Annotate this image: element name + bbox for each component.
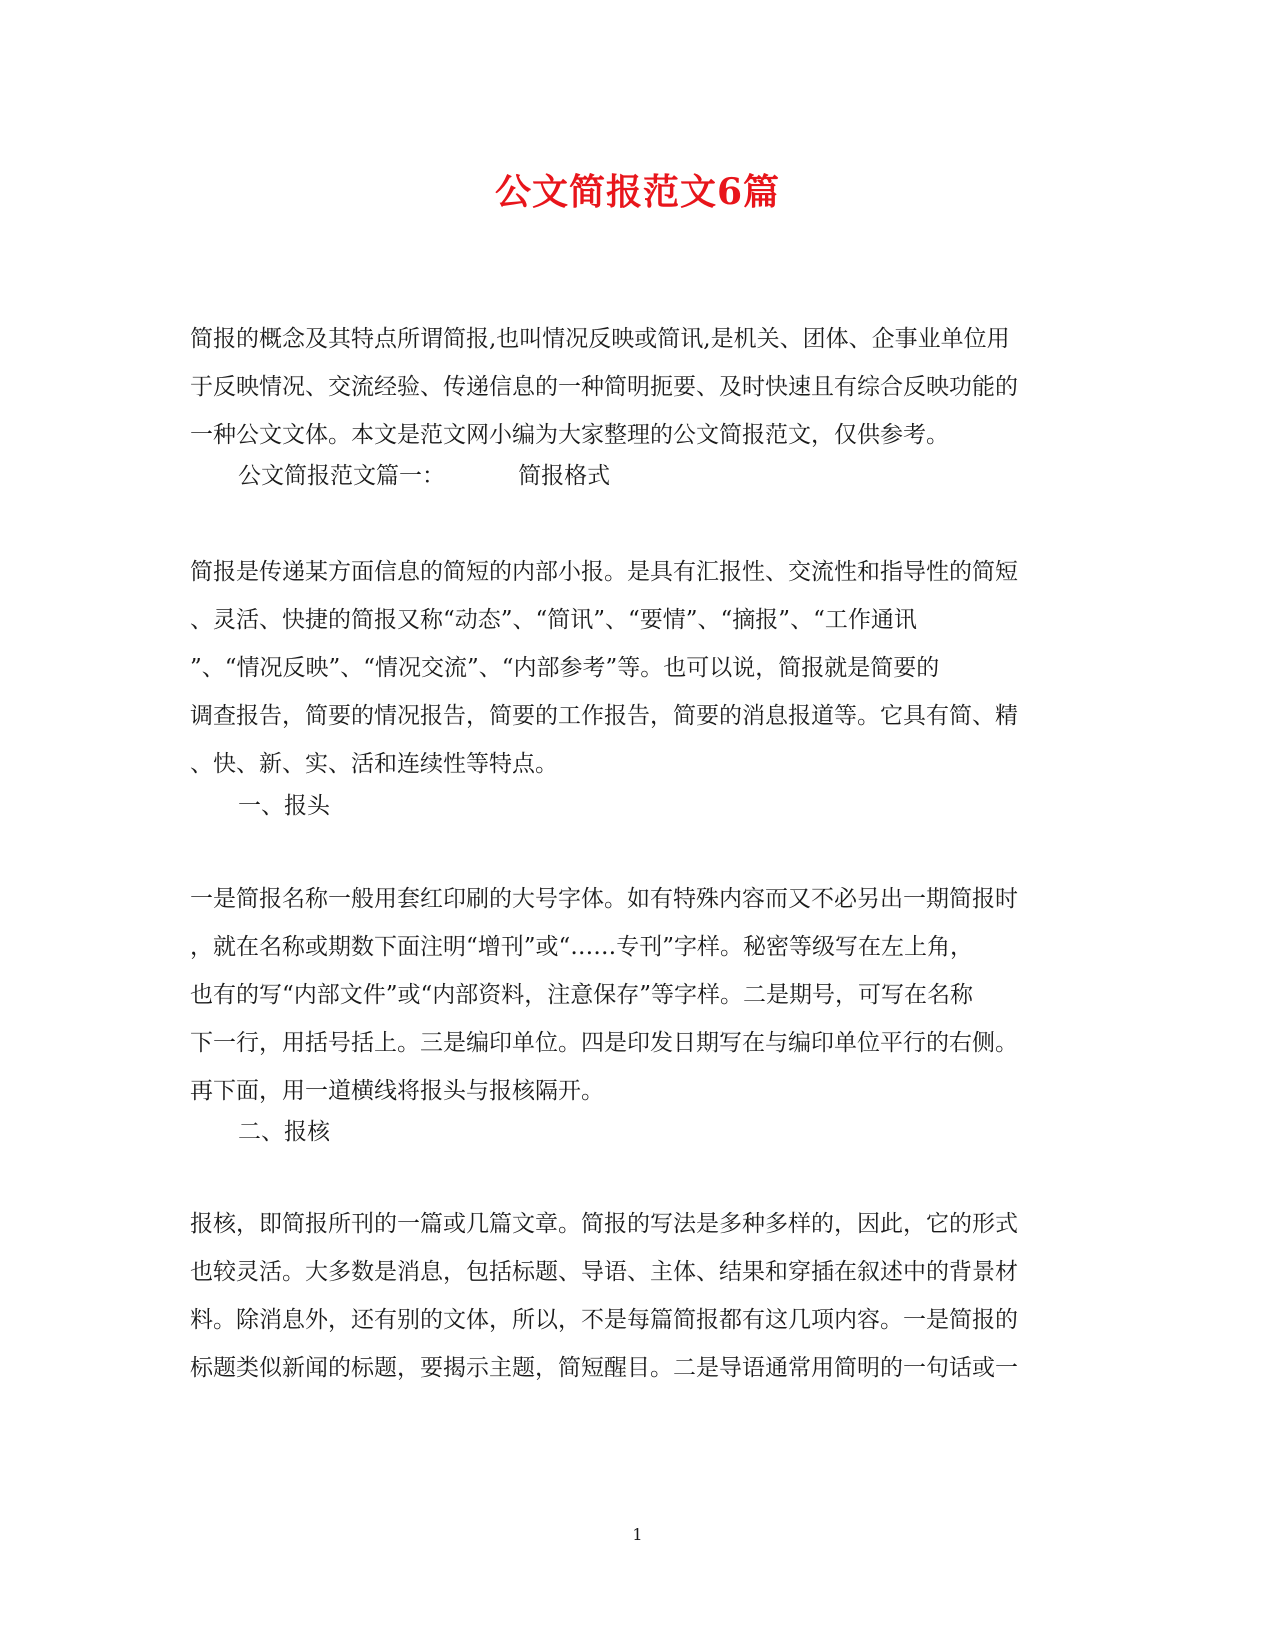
text-line: 简报的概念及其特点所谓简报,也叫情况反映或简讯,是机关、团体、企事业单位用 [190, 326, 1010, 352]
text-line: 、快、新、实、活和连续性等特点。 [190, 751, 558, 777]
text-line: ，就在名称或期数下面注明“增刊”或“……专刊”字样。秘密等级写在左上角， [190, 934, 974, 960]
text-line: 下一行，用括号括上。三是编印单位。四是印发日期写在与编印单位平行的右侧。 [190, 1030, 1018, 1056]
subheading-header: 一、报头 [238, 793, 330, 819]
text-line: 、灵活、快捷的简报又称“动态”、“简讯”、“要情”、“摘报”、“工作通讯 [190, 607, 917, 633]
subheading-core: 二、报核 [238, 1119, 330, 1145]
text-line: 一种公文文体。本文是范文网小编为大家整理的公文简报范文，仅供参考。 [190, 422, 949, 448]
text-line: 调查报告，简要的情况报告，简要的工作报告，简要的消息报道等。它具有简、精 [190, 703, 1018, 729]
text-line: 简报是传递某方面信息的简短的内部小报。是具有汇报性、交流性和指导性的简短 [190, 559, 1018, 585]
page-number: 1 [632, 1525, 643, 1544]
text-line: 标题类似新闻的标题，要揭示主题，简短醒目。二是导语通常用简明的一句话或一 [190, 1355, 1018, 1381]
text-line: 一是简报名称一般用套红印刷的大号字体。如有特殊内容而又不必另出一期简报时 [190, 886, 1018, 912]
intro-paragraph [190, 315, 1090, 459]
header-paragraph [190, 875, 1090, 1115]
section1-paragraph [190, 548, 1090, 788]
text-line: 再下面，用一道横线将报头与报核隔开。 [190, 1078, 604, 1104]
text-line: 也较灵活。大多数是消息，包括标题、导语、主体、结果和穿插在叙述中的背景材 [190, 1259, 1018, 1285]
section-heading: 公文简报范文篇一： 简报格式 [238, 463, 611, 489]
text-line: ”、“情况反映”、“情况交流”、“内部参考”等。也可以说，简报就是简要的 [190, 655, 940, 681]
text-line: 于反映情况、交流经验、传递信息的一种简明扼要、及时快速且有综合反映功能的 [190, 374, 1018, 400]
text-line: 也有的写“内部文件”或“内部资料，注意保存”等字样。二是期号，可写在名称 [190, 982, 974, 1008]
text-line: 报核，即简报所刊的一篇或几篇文章。简报的写法是多种多样的，因此，它的形式 [190, 1211, 1018, 1237]
core-paragraph [190, 1200, 1090, 1392]
text-line: 料。除消息外，还有别的文体，所以，不是每篇简报都有这几项内容。一是简报的 [190, 1307, 1018, 1333]
document-title: 公文简报范文6篇 [494, 171, 781, 213]
